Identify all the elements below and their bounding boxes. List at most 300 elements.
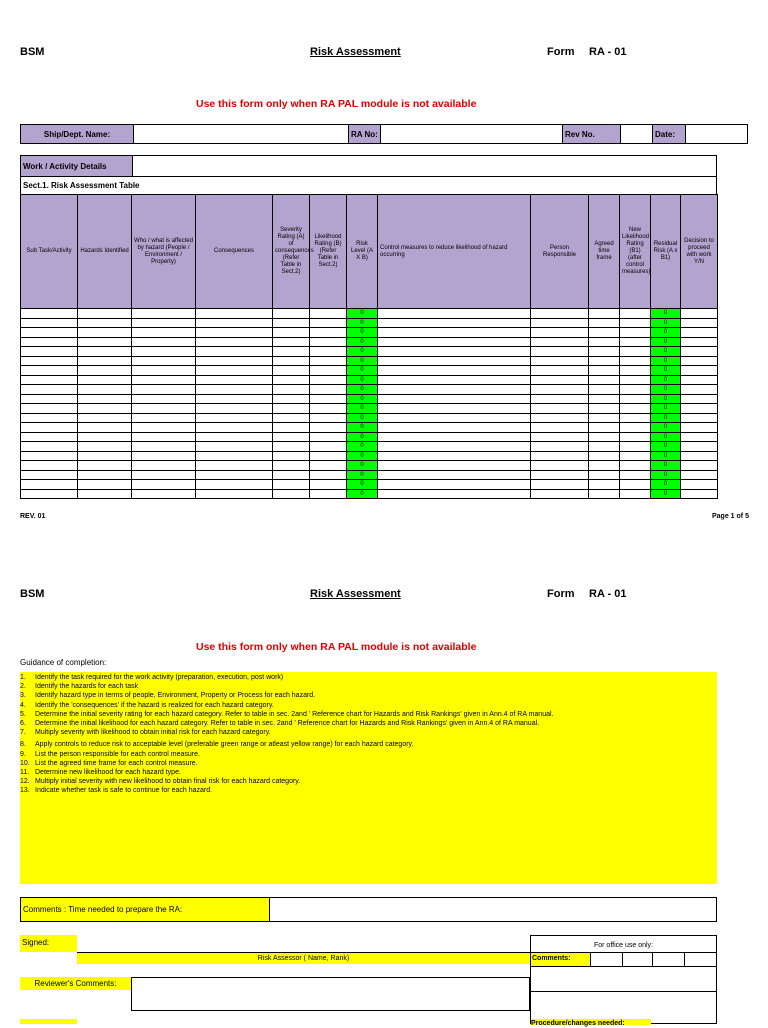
guidance-number: 9. xyxy=(20,750,26,758)
affected-cell[interactable] xyxy=(132,442,196,452)
decision-cell[interactable] xyxy=(681,404,718,414)
guidance-item xyxy=(20,740,717,749)
guidance-item xyxy=(20,719,717,728)
time-frame-cell[interactable] xyxy=(589,404,620,414)
decision-cell[interactable] xyxy=(681,318,718,328)
new-likelihood-cell[interactable] xyxy=(620,480,651,490)
decision-cell[interactable] xyxy=(681,432,718,442)
control-measure-cell[interactable] xyxy=(378,442,531,452)
severity-cell[interactable] xyxy=(273,461,310,471)
person-cell[interactable] xyxy=(531,385,589,395)
col-consequences: Consequences xyxy=(196,195,273,309)
new-likelihood-cell[interactable] xyxy=(620,423,651,433)
risk-table-row xyxy=(21,366,718,376)
severity-cell[interactable] xyxy=(273,347,310,357)
guidance-text: Identify the 'consequences' if the hazard is realized for each hazard category. xyxy=(35,701,274,709)
risk-table-row xyxy=(21,328,718,338)
risk-level-cell: 0 xyxy=(347,480,378,490)
sub-task-cell[interactable] xyxy=(21,432,78,442)
likelihood-cell[interactable] xyxy=(310,309,347,319)
decision-cell[interactable] xyxy=(681,347,718,357)
col-time-frame: Agreed time frame xyxy=(589,195,620,309)
person-cell[interactable] xyxy=(531,489,589,499)
decision-cell[interactable] xyxy=(681,328,718,338)
person-cell[interactable] xyxy=(531,461,589,471)
sub-task-cell[interactable] xyxy=(21,470,78,480)
consequence-cell[interactable] xyxy=(196,451,273,461)
col-who-affected: Who / what is affected by hazard (People / Environment / Property) xyxy=(132,195,196,309)
person-cell[interactable] xyxy=(531,480,589,490)
time-frame-cell[interactable] xyxy=(589,461,620,471)
control-measure-cell[interactable] xyxy=(378,480,531,490)
residual-risk-cell: 0 xyxy=(651,413,681,423)
office-cell-4[interactable] xyxy=(685,953,716,966)
affected-cell[interactable] xyxy=(132,385,196,395)
severity-cell[interactable] xyxy=(273,337,310,347)
likelihood-cell[interactable] xyxy=(310,385,347,395)
severity-cell[interactable] xyxy=(273,432,310,442)
likelihood-cell[interactable] xyxy=(310,442,347,452)
work-activity-field[interactable] xyxy=(133,156,717,177)
control-measure-cell[interactable] xyxy=(378,375,531,385)
affected-cell[interactable] xyxy=(132,461,196,471)
risk-level-cell: 0 xyxy=(347,356,378,366)
person-cell[interactable] xyxy=(531,356,589,366)
severity-cell[interactable] xyxy=(273,423,310,433)
likelihood-cell[interactable] xyxy=(310,394,347,404)
new-likelihood-cell[interactable] xyxy=(620,366,651,376)
person-cell[interactable] xyxy=(531,309,589,319)
likelihood-cell[interactable] xyxy=(310,375,347,385)
time-frame-cell[interactable] xyxy=(589,337,620,347)
affected-cell[interactable] xyxy=(132,451,196,461)
ra-no-field[interactable] xyxy=(381,125,563,144)
control-measure-cell[interactable] xyxy=(378,328,531,338)
decision-cell[interactable] xyxy=(681,470,718,480)
new-likelihood-cell[interactable] xyxy=(620,489,651,499)
hazard-cell[interactable] xyxy=(78,385,132,395)
likelihood-cell[interactable] xyxy=(310,461,347,471)
sub-task-cell[interactable] xyxy=(21,347,78,357)
guidance-item xyxy=(20,691,717,700)
person-cell[interactable] xyxy=(531,394,589,404)
affected-cell[interactable] xyxy=(132,366,196,376)
affected-cell[interactable] xyxy=(132,337,196,347)
hazard-cell[interactable] xyxy=(78,394,132,404)
risk-level-cell: 0 xyxy=(347,337,378,347)
affected-cell[interactable] xyxy=(132,394,196,404)
likelihood-cell[interactable] xyxy=(310,432,347,442)
time-frame-cell[interactable] xyxy=(589,489,620,499)
time-frame-cell[interactable] xyxy=(589,480,620,490)
sub-task-cell[interactable] xyxy=(21,385,78,395)
consequence-cell[interactable] xyxy=(196,480,273,490)
office-cell-2[interactable] xyxy=(623,953,653,966)
control-measure-cell[interactable] xyxy=(378,423,531,433)
hazard-cell[interactable] xyxy=(78,470,132,480)
affected-cell[interactable] xyxy=(132,423,196,433)
time-frame-cell[interactable] xyxy=(589,423,620,433)
col-residual-risk: Residual Risk (A x B1) xyxy=(651,195,681,309)
likelihood-cell[interactable] xyxy=(310,451,347,461)
affected-cell[interactable] xyxy=(132,328,196,338)
guidance-item xyxy=(20,710,717,719)
consequence-cell[interactable] xyxy=(196,366,273,376)
new-likelihood-cell[interactable] xyxy=(620,337,651,347)
new-likelihood-cell[interactable] xyxy=(620,347,651,357)
office-comments-label: Comments: xyxy=(531,953,591,966)
severity-cell[interactable] xyxy=(273,318,310,328)
form-number: RA - 01 xyxy=(589,46,627,58)
sub-task-cell[interactable] xyxy=(21,423,78,433)
consequence-cell[interactable] xyxy=(196,375,273,385)
affected-cell[interactable] xyxy=(132,413,196,423)
consequence-cell[interactable] xyxy=(196,432,273,442)
consequence-cell[interactable] xyxy=(196,328,273,338)
sub-task-cell[interactable] xyxy=(21,442,78,452)
residual-risk-cell: 0 xyxy=(651,404,681,414)
consequence-cell[interactable] xyxy=(196,442,273,452)
affected-cell[interactable] xyxy=(132,404,196,414)
sub-task-cell[interactable] xyxy=(21,337,78,347)
new-likelihood-cell[interactable] xyxy=(620,404,651,414)
consequence-cell[interactable] xyxy=(196,394,273,404)
likelihood-cell[interactable] xyxy=(310,489,347,499)
hazard-cell[interactable] xyxy=(78,375,132,385)
rev-no-label: Rev No. xyxy=(563,125,621,144)
person-cell[interactable] xyxy=(531,375,589,385)
new-likelihood-cell[interactable] xyxy=(620,356,651,366)
likelihood-cell[interactable] xyxy=(310,366,347,376)
risk-level-cell: 0 xyxy=(347,461,378,471)
severity-cell[interactable] xyxy=(273,480,310,490)
affected-cell[interactable] xyxy=(132,480,196,490)
risk-level-cell: 0 xyxy=(347,442,378,452)
likelihood-cell[interactable] xyxy=(310,356,347,366)
control-measure-cell[interactable] xyxy=(378,385,531,395)
date-field[interactable] xyxy=(686,125,748,144)
office-cell-3[interactable] xyxy=(653,953,685,966)
new-likelihood-cell[interactable] xyxy=(620,470,651,480)
new-likelihood-cell[interactable] xyxy=(620,432,651,442)
person-cell[interactable] xyxy=(531,347,589,357)
risk-table-row xyxy=(21,385,718,395)
consequence-cell[interactable] xyxy=(196,489,273,499)
affected-cell[interactable] xyxy=(132,318,196,328)
severity-cell[interactable] xyxy=(273,451,310,461)
rev-no-field[interactable] xyxy=(621,125,653,144)
sub-task-cell[interactable] xyxy=(21,375,78,385)
guidance-text: Determine new likelihood for each hazard type. xyxy=(35,769,181,777)
control-measure-cell[interactable] xyxy=(378,356,531,366)
guidance-number: 10. xyxy=(20,759,30,767)
affected-cell[interactable] xyxy=(132,356,196,366)
sub-task-cell[interactable] xyxy=(21,480,78,490)
severity-cell[interactable] xyxy=(273,470,310,480)
col-likelihood: Likelihood Rating (B) (Refer Table in Sect.2) xyxy=(310,195,347,309)
person-cell[interactable] xyxy=(531,337,589,347)
consequence-cell[interactable] xyxy=(196,309,273,319)
hazard-cell[interactable] xyxy=(78,489,132,499)
hazard-cell[interactable] xyxy=(78,461,132,471)
hazard-cell[interactable] xyxy=(78,337,132,347)
sub-task-cell[interactable] xyxy=(21,461,78,471)
new-likelihood-cell[interactable] xyxy=(620,328,651,338)
consequence-cell[interactable] xyxy=(196,470,273,480)
form-label-p2: Form xyxy=(547,588,575,600)
likelihood-cell[interactable] xyxy=(310,423,347,433)
risk-table-header-row xyxy=(21,195,718,309)
risk-table-row xyxy=(21,470,718,480)
risk-table-row xyxy=(21,461,718,471)
consequence-cell[interactable] xyxy=(196,337,273,347)
risk-level-cell: 0 xyxy=(347,385,378,395)
severity-cell[interactable] xyxy=(273,394,310,404)
time-frame-cell[interactable] xyxy=(589,413,620,423)
risk-level-cell: 0 xyxy=(347,366,378,376)
consequence-cell[interactable] xyxy=(196,404,273,414)
residual-risk-cell: 0 xyxy=(651,385,681,395)
hazard-cell[interactable] xyxy=(78,404,132,414)
decision-cell[interactable] xyxy=(681,385,718,395)
likelihood-cell[interactable] xyxy=(310,328,347,338)
severity-cell[interactable] xyxy=(273,375,310,385)
ship-dept-field[interactable] xyxy=(134,125,349,144)
hazard-cell[interactable] xyxy=(78,451,132,461)
new-likelihood-cell[interactable] xyxy=(620,461,651,471)
hazard-cell[interactable] xyxy=(78,423,132,433)
time-frame-cell[interactable] xyxy=(589,366,620,376)
hazard-cell[interactable] xyxy=(78,413,132,423)
risk-level-cell: 0 xyxy=(347,413,378,423)
residual-risk-cell: 0 xyxy=(651,347,681,357)
time-frame-cell[interactable] xyxy=(589,470,620,480)
residual-risk-cell: 0 xyxy=(651,356,681,366)
control-measure-cell[interactable] xyxy=(378,318,531,328)
new-likelihood-cell[interactable] xyxy=(620,413,651,423)
sub-task-cell[interactable] xyxy=(21,366,78,376)
residual-risk-cell: 0 xyxy=(651,328,681,338)
time-frame-cell[interactable] xyxy=(589,432,620,442)
risk-level-cell: 0 xyxy=(347,432,378,442)
guidance-item xyxy=(20,768,717,777)
decision-cell[interactable] xyxy=(681,337,718,347)
hazard-cell[interactable] xyxy=(78,347,132,357)
severity-cell[interactable] xyxy=(273,328,310,338)
severity-cell[interactable] xyxy=(273,413,310,423)
new-likelihood-cell[interactable] xyxy=(620,394,651,404)
decision-cell[interactable] xyxy=(681,394,718,404)
sect1-title: Sect.1. Risk Assessment Table xyxy=(21,177,717,195)
person-cell[interactable] xyxy=(531,366,589,376)
guidance-text: Multiply severity with likelihood to obtain initial risk for each hazard category. xyxy=(35,729,271,737)
office-use-block xyxy=(530,935,717,1027)
time-frame-cell[interactable] xyxy=(589,394,620,404)
hazard-cell[interactable] xyxy=(78,318,132,328)
risk-table-row xyxy=(21,432,718,442)
person-cell[interactable] xyxy=(531,432,589,442)
page-footer: Page 1 of 5 xyxy=(712,513,749,520)
control-measure-cell[interactable] xyxy=(378,404,531,414)
person-cell[interactable] xyxy=(531,404,589,414)
decision-cell[interactable] xyxy=(681,442,718,452)
residual-risk-cell: 0 xyxy=(651,451,681,461)
guidance-number: 2. xyxy=(20,683,26,691)
person-cell[interactable] xyxy=(531,451,589,461)
consequence-cell[interactable] xyxy=(196,356,273,366)
control-measure-cell[interactable] xyxy=(378,461,531,471)
decision-cell[interactable] xyxy=(681,309,718,319)
office-cell-1[interactable] xyxy=(591,953,623,966)
risk-level-cell: 0 xyxy=(347,318,378,328)
office-use-label: For office use only: xyxy=(593,942,653,949)
affected-cell[interactable] xyxy=(132,375,196,385)
risk-table-row xyxy=(21,442,718,452)
sub-task-cell[interactable] xyxy=(21,309,78,319)
severity-cell[interactable] xyxy=(273,442,310,452)
new-likelihood-cell[interactable] xyxy=(620,451,651,461)
risk-table-row xyxy=(21,375,718,385)
new-likelihood-cell[interactable] xyxy=(620,309,651,319)
control-measure-cell[interactable] xyxy=(378,489,531,499)
sub-task-cell[interactable] xyxy=(21,413,78,423)
guidance-number: 13. xyxy=(20,787,30,795)
time-frame-cell[interactable] xyxy=(589,347,620,357)
person-cell[interactable] xyxy=(531,442,589,452)
risk-level-cell: 0 xyxy=(347,404,378,414)
sub-task-cell[interactable] xyxy=(21,328,78,338)
person-cell[interactable] xyxy=(531,328,589,338)
time-frame-cell[interactable] xyxy=(589,328,620,338)
sub-task-cell[interactable] xyxy=(21,404,78,414)
time-frame-cell[interactable] xyxy=(589,442,620,452)
control-measure-cell[interactable] xyxy=(378,347,531,357)
consequence-cell[interactable] xyxy=(196,347,273,357)
col-sub-task: Sub Task/Activity xyxy=(21,195,78,309)
rev-footer: REV. 01 xyxy=(20,513,46,520)
person-cell[interactable] xyxy=(531,470,589,480)
decision-cell[interactable] xyxy=(681,356,718,366)
decision-cell[interactable] xyxy=(681,480,718,490)
new-likelihood-cell[interactable] xyxy=(620,375,651,385)
guidance-number: 8. xyxy=(20,741,26,749)
decision-cell[interactable] xyxy=(681,366,718,376)
hazard-cell[interactable] xyxy=(78,328,132,338)
control-measure-cell[interactable] xyxy=(378,309,531,319)
hazard-cell[interactable] xyxy=(78,309,132,319)
risk-table-row xyxy=(21,404,718,414)
reviewer-field[interactable] xyxy=(131,977,530,1011)
signature-field[interactable] xyxy=(77,935,530,953)
risk-table-row xyxy=(21,309,718,319)
person-cell[interactable] xyxy=(531,318,589,328)
consequence-cell[interactable] xyxy=(196,423,273,433)
comments-time-field[interactable] xyxy=(270,897,717,922)
person-cell[interactable] xyxy=(531,413,589,423)
sub-task-cell[interactable] xyxy=(21,318,78,328)
likelihood-cell[interactable] xyxy=(310,413,347,423)
new-likelihood-cell[interactable] xyxy=(620,385,651,395)
likelihood-cell[interactable] xyxy=(310,347,347,357)
likelihood-cell[interactable] xyxy=(310,470,347,480)
sub-task-cell[interactable] xyxy=(21,489,78,499)
control-measure-cell[interactable] xyxy=(378,366,531,376)
severity-cell[interactable] xyxy=(273,366,310,376)
consequence-cell[interactable] xyxy=(196,385,273,395)
hazard-cell[interactable] xyxy=(78,366,132,376)
sub-task-cell[interactable] xyxy=(21,394,78,404)
col-person-responsible: Person Responsible xyxy=(531,195,589,309)
risk-table-row xyxy=(21,394,718,404)
decision-cell[interactable] xyxy=(681,461,718,471)
guidance-item xyxy=(20,673,717,682)
time-frame-cell[interactable] xyxy=(589,375,620,385)
control-measure-cell[interactable] xyxy=(378,470,531,480)
affected-cell[interactable] xyxy=(132,347,196,357)
severity-cell[interactable] xyxy=(273,385,310,395)
severity-cell[interactable] xyxy=(273,489,310,499)
date-label: Date: xyxy=(653,125,686,144)
likelihood-cell[interactable] xyxy=(310,337,347,347)
control-measure-cell[interactable] xyxy=(378,413,531,423)
likelihood-cell[interactable] xyxy=(310,404,347,414)
office-comments-field[interactable] xyxy=(531,967,716,992)
consequence-cell[interactable] xyxy=(196,318,273,328)
time-frame-cell[interactable] xyxy=(589,309,620,319)
time-frame-cell[interactable] xyxy=(589,356,620,366)
affected-cell[interactable] xyxy=(132,470,196,480)
consequence-cell[interactable] xyxy=(196,413,273,423)
decision-cell[interactable] xyxy=(681,375,718,385)
hazard-cell[interactable] xyxy=(78,432,132,442)
time-frame-cell[interactable] xyxy=(589,451,620,461)
control-measure-cell[interactable] xyxy=(378,432,531,442)
likelihood-cell[interactable] xyxy=(310,480,347,490)
control-measure-cell[interactable] xyxy=(378,337,531,347)
risk-table-row xyxy=(21,451,718,461)
person-cell[interactable] xyxy=(531,423,589,433)
time-frame-cell[interactable] xyxy=(589,385,620,395)
decision-cell[interactable] xyxy=(681,423,718,433)
decision-cell[interactable] xyxy=(681,451,718,461)
decision-cell[interactable] xyxy=(681,413,718,423)
likelihood-cell[interactable] xyxy=(310,318,347,328)
affected-cell[interactable] xyxy=(132,432,196,442)
page-title-p2: Risk Assessment xyxy=(310,588,401,600)
affected-cell[interactable] xyxy=(132,489,196,499)
guidance-item xyxy=(20,728,717,737)
consequence-cell[interactable] xyxy=(196,461,273,471)
office-notes-field[interactable] xyxy=(531,992,716,1022)
control-measure-cell[interactable] xyxy=(378,451,531,461)
sub-task-cell[interactable] xyxy=(21,451,78,461)
severity-cell[interactable] xyxy=(273,356,310,366)
decision-cell[interactable] xyxy=(681,489,718,499)
org-name-p2: BSM xyxy=(20,588,45,600)
severity-cell[interactable] xyxy=(273,309,310,319)
time-frame-cell[interactable] xyxy=(589,318,620,328)
control-measure-cell[interactable] xyxy=(378,394,531,404)
hazard-cell[interactable] xyxy=(78,442,132,452)
new-likelihood-cell[interactable] xyxy=(620,318,651,328)
severity-cell[interactable] xyxy=(273,404,310,414)
new-likelihood-cell[interactable] xyxy=(620,442,651,452)
hazard-cell[interactable] xyxy=(78,356,132,366)
hazard-cell[interactable] xyxy=(78,480,132,490)
residual-risk-cell: 0 xyxy=(651,461,681,471)
affected-cell[interactable] xyxy=(132,309,196,319)
sub-task-cell[interactable] xyxy=(21,356,78,366)
